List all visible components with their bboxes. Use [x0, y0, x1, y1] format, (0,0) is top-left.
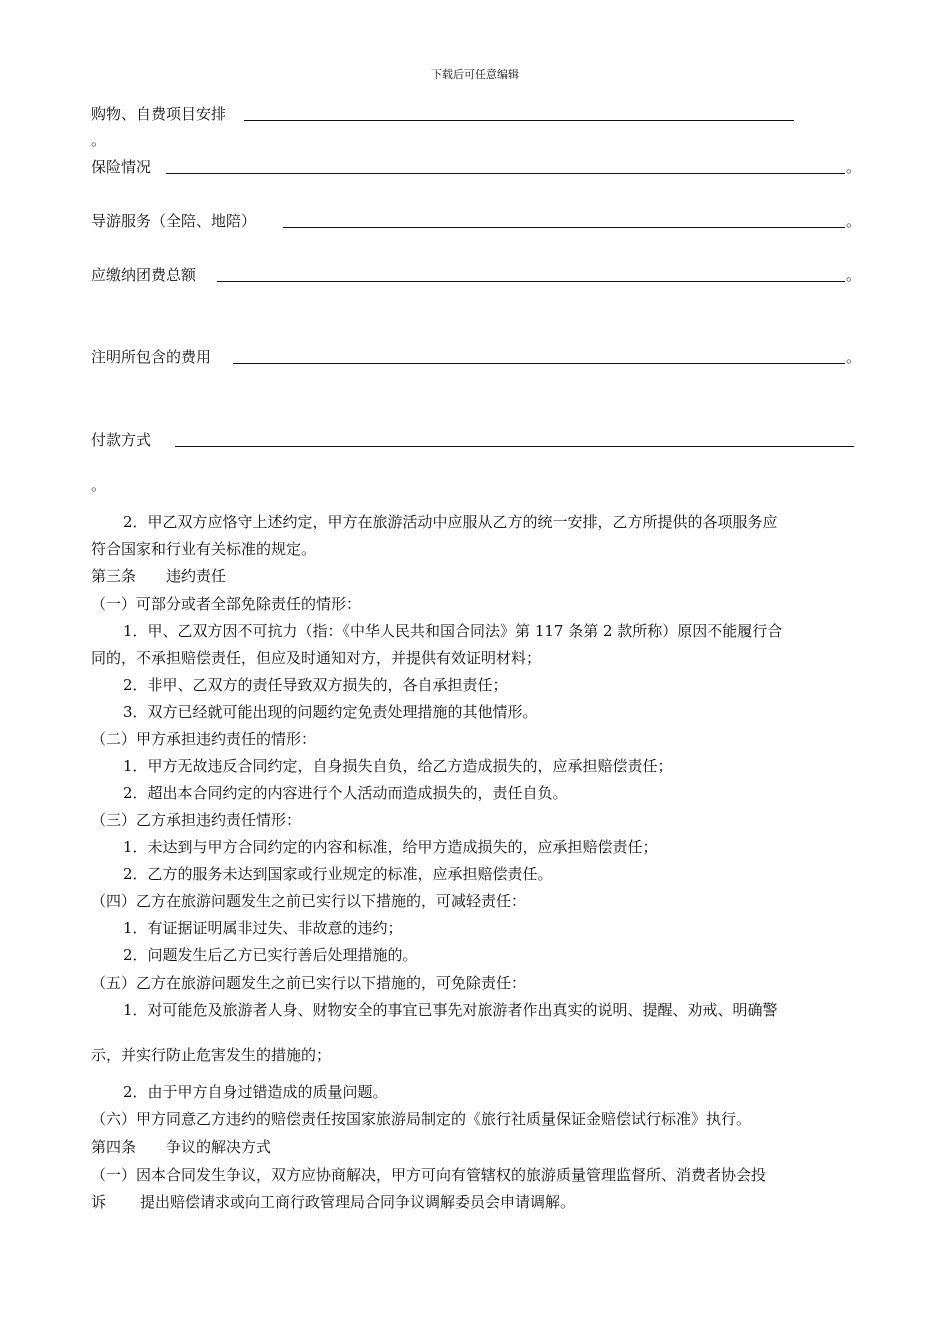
section-2-item-2: 2．超出本合同约定的内容进行个人活动而造成损失的，责任自负。	[123, 784, 568, 802]
section-4-heading: （四）乙方在旅游问题发生之前已实行以下措施的，可减轻责任：	[91, 892, 527, 910]
payment-label: 付款方式	[91, 431, 152, 449]
section-5-item-1-line-1: 1．对可能危及旅游者人身、财物安全的事宜已事先对旅游者作出真实的说明、提醒、劝戒、明确警	[123, 1001, 778, 1019]
page-header: 下载后可任意编辑	[431, 68, 519, 81]
guide-label: 导游服务（全陪、地陪）	[91, 212, 257, 230]
fee-included-label: 注明所包含的费用	[91, 348, 212, 366]
section-2-heading: （二）甲方承担违约责任的情形：	[91, 730, 317, 748]
section-5-heading: （五）乙方在旅游问题发生之前已实行以下措施的，可免除责任：	[91, 974, 527, 992]
clause-2-line-2: 符合国家和行业有关标准的规定。	[91, 540, 317, 558]
section-3-item-2: 2．乙方的服务未达到国家或行业规定的标准，应承担赔偿责任。	[123, 865, 553, 883]
dispute-line-2-start: 诉	[91, 1193, 107, 1211]
section-1-item-2: 2．非甲、乙双方的责任导致双方损失的，各自承担责任；	[123, 676, 508, 694]
shopping-blank-line	[244, 120, 794, 121]
section-3-heading: （三）乙方承担违约责任情形：	[91, 811, 302, 829]
section-3-item-1: 1．未达到与甲方合同约定的内容和标准，给甲方造成损失的，应承担赔偿责任；	[123, 838, 658, 856]
article-3-heading: 第三条 违约责任	[91, 567, 227, 585]
dispute-line-1: （一）因本合同发生争议，双方应协商解决，甲方可向有管辖权的旅游质量管理监督所、消费者协会投	[91, 1166, 767, 1184]
insurance-blank-line	[166, 173, 845, 174]
fee-included-end-mark: 。	[846, 348, 862, 366]
guide-end-mark: 。	[846, 212, 862, 230]
insurance-end-mark: 。	[846, 158, 862, 176]
section-5-item-2: 2．由于甲方自身过错造成的质量问题。	[123, 1083, 388, 1101]
fee-total-blank-line	[217, 281, 845, 282]
fee-total-label: 应缴纳团费总额	[91, 266, 197, 284]
section-4-item-2: 2．问题发生后乙方已实行善后处理措施的。	[123, 946, 418, 964]
clause-2-line-1: 2．甲乙双方应恪守上述约定，甲方在旅游活动中应服从乙方的统一安排，乙方所提供的各项服务应	[123, 513, 778, 531]
payment-blank-line	[175, 446, 854, 447]
article-4-heading: 第四条 争议的解决方式	[91, 1138, 272, 1156]
dispute-line-2: 提出赔偿请求或向工商行政管理局合同争议调解委员会申请调解。	[140, 1193, 576, 1211]
section-1-item-1-line-2: 同的，不承担赔偿责任，但应及时通知对方，并提供有效证明材料；	[91, 649, 542, 667]
fee-included-blank-line	[233, 363, 845, 364]
section-1-heading: （一）可部分或者全部免除责任的情形：	[91, 595, 362, 613]
section-2-item-1: 1．甲方无故违反合同约定，自身损失自负，给乙方造成损失的，应承担赔偿责任；	[123, 757, 673, 775]
guide-blank-line	[283, 227, 845, 228]
section-4-item-1: 1．有证据证明属非过失、非故意的违约；	[123, 919, 403, 937]
fee-total-end-mark: 。	[846, 266, 862, 284]
section-5-item-1-line-2: 示，并实行防止危害发生的措施的；	[91, 1046, 332, 1064]
shopping-end-mark: 。	[91, 131, 107, 149]
insurance-label: 保险情况	[91, 158, 152, 176]
section-1-item-1-line-1: 1．甲、乙双方因不可抗力（指：《中华人民共和国合同法》第 117 条第 2 款所称）原因不能履行合	[123, 622, 783, 640]
section-6-text: （六）甲方同意乙方违约的赔偿责任按国家旅游局制定的《旅行社质量保证金赔偿试行标准》执行。	[91, 1110, 752, 1128]
section-1-item-3: 3．双方已经就可能出现的问题约定免责处理措施的其他情形。	[123, 703, 538, 721]
shopping-label: 购物、自费项目安排	[91, 105, 227, 123]
payment-end-mark: 。	[91, 476, 107, 494]
